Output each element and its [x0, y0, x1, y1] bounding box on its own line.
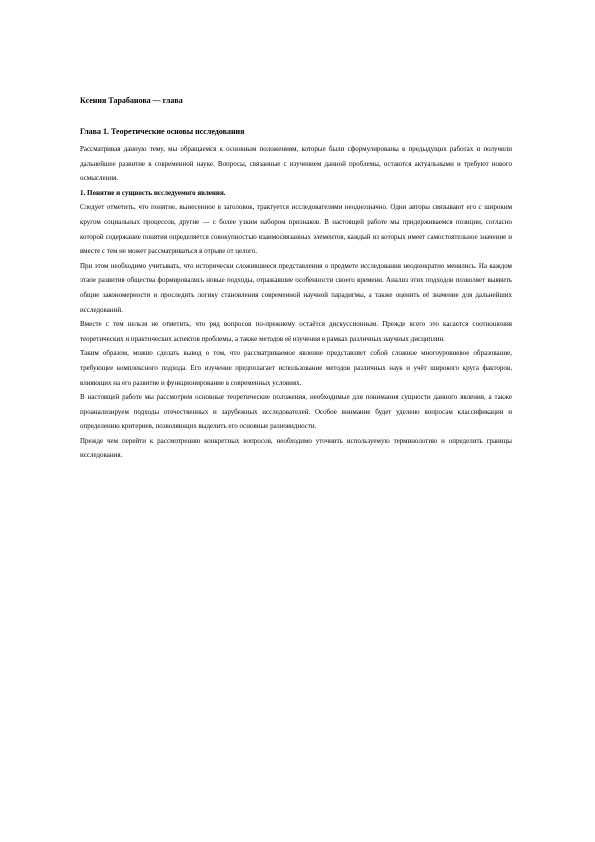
document-title: Ксения Тарабанова — глава	[80, 96, 183, 105]
subsection-heading: 1. Понятие и сущность исследуемого явления.	[80, 188, 226, 197]
paragraph: Следует отметить, что понятие, вынесенное в заголовок, трактуется исследователями неоднозначно. Одни авторы связывают его с широким кругом социальных процессов, другие — с более узким набором признаков. В настоящей работе мы придерживаемся позиции, согласно которой содержание понятия определяется совокупностью взаимосвязанных элементов, каждый из которых имеет самостоятельное значение и вместе с тем не может рассматриваться в отрыве от целого.	[80, 203, 512, 256]
chapter-heading: Глава 1. Теоретические основы исследования	[80, 127, 245, 136]
body-text	[80, 142, 512, 463]
paragraph: В настоящей работе мы рассмотрим основные теоретические положения, необходимые для понимания сущности данного явления, а также проанализируем подходы отечественных и зарубежных исследователей. Особое внимание будет уделено вопросам классификации и определению критериев, позволяющих выделить его основные разновидности.	[80, 393, 512, 431]
paragraph: Таким образом, можно сделать вывод о том, что рассматриваемое явление представляет собой сложное многоуровневое образование, требующее комплексного подхода. Его изучение предполагает использование методов различных наук и учёт широкого круга факторов, влияющих на его развитие и функционирование в современных условиях.	[80, 349, 512, 387]
paragraph: При этом необходимо учитывать, что исторически сложившиеся представления о предмете исследования неоднократно менялись. На каждом этапе развития общества формировались новые подходы, отражавшие особенности своего времени. Анализ этих подходов позволяет выявить общие закономерности и проследить логику становления современной научной парадигмы, а также оценить её значение для дальнейших исследований.	[80, 261, 512, 314]
paragraph: Рассматривая данную тему, мы обращаемся к основным положениям, которые были сформулированы в предыдущих работах и получили дальнейшее развитие в современной науке. Вопросы, связанные с изучением данной проблемы, остаются актуальными и требуют нового осмысления.	[80, 145, 512, 183]
paragraph: Вместе с тем нельзя не отметить, что ряд вопросов по-прежнему остаётся дискуссионным. Прежде всего это касается соотношения теоретических и практических аспектов проблемы, а также методов её изучения в рамках различных научных дисциплин.	[80, 320, 512, 343]
paragraph: Прежде чем перейти к рассмотрению конкретных вопросов, необходимо уточнить используемую терминологию и определить границы исследования.	[80, 436, 512, 460]
